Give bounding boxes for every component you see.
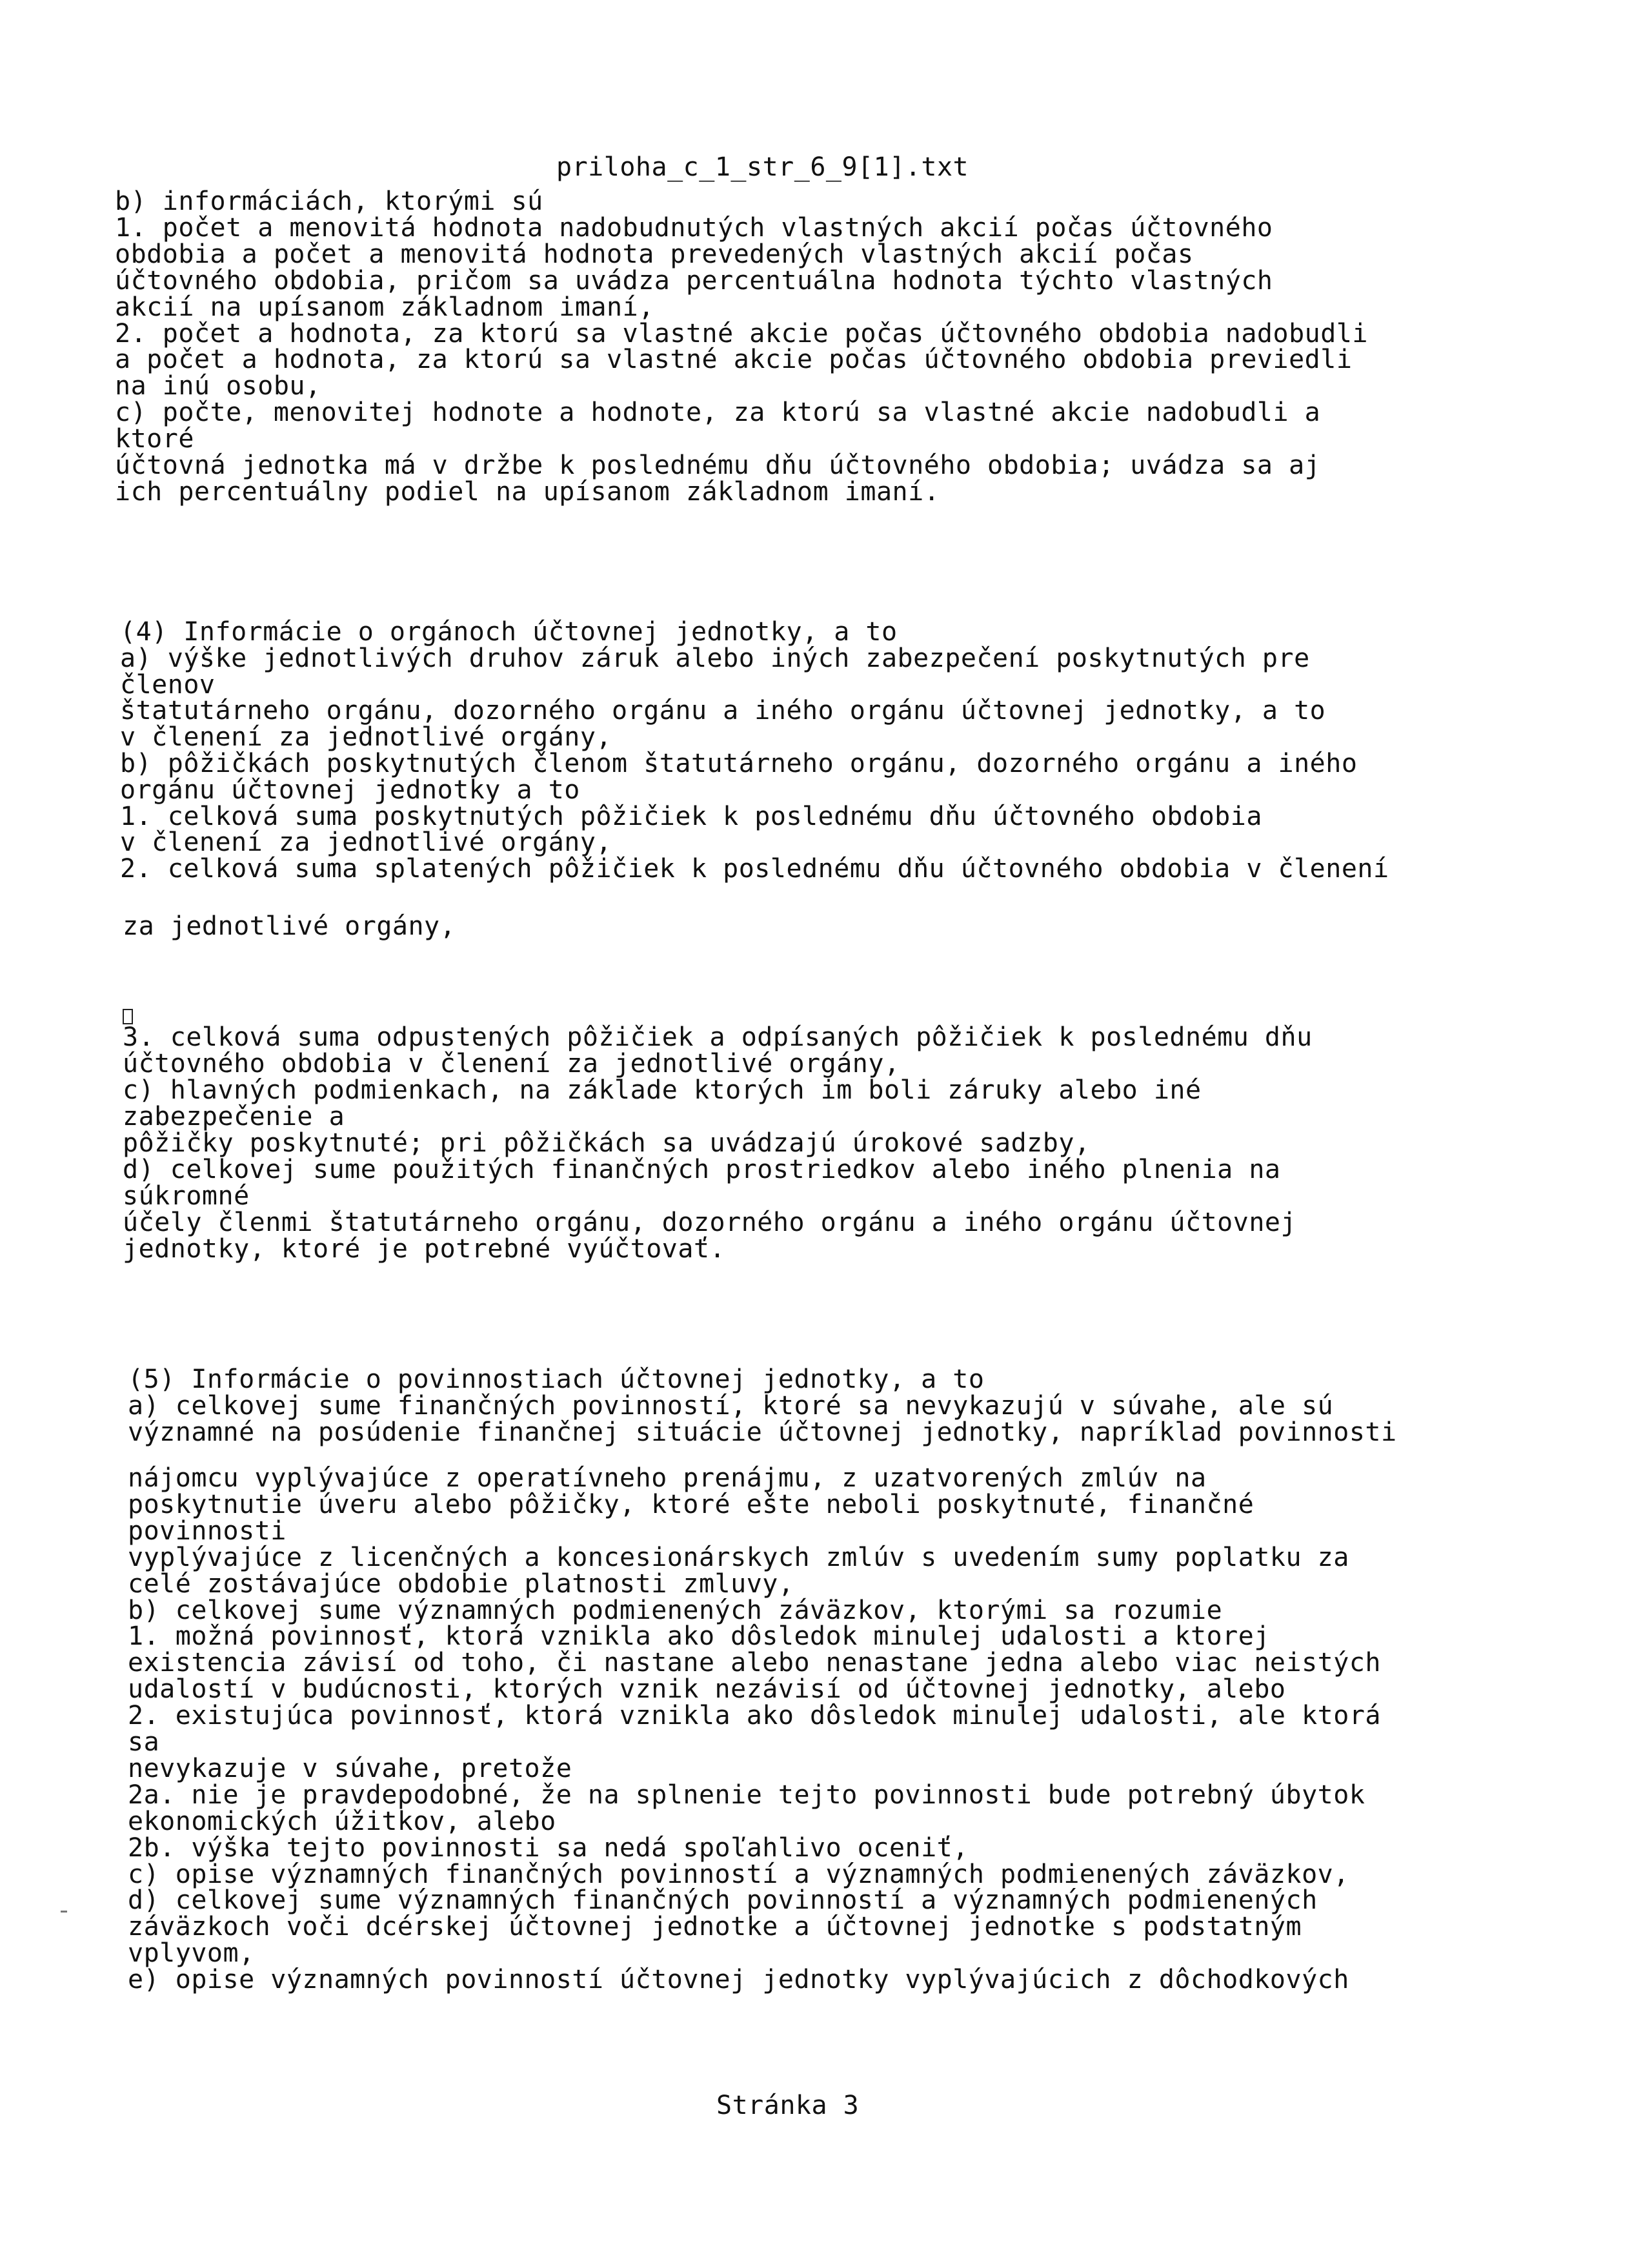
text-line: nevykazuje v súvahe, pretože <box>128 1754 572 1783</box>
scan-speck <box>61 1911 67 1913</box>
text-line: ich percentuálny podiel na upísanom základnom imaní. <box>115 477 940 507</box>
page-number-footer: Stránka 3 <box>716 2091 860 2120</box>
text-line: poskytnutie úveru alebo pôžičky, ktoré ešte neboli poskytnuté, finančné <box>128 1490 1254 1519</box>
text-line: účely členmi štatutárneho orgánu, dozorného orgánu a iného orgánu účtovnej <box>123 1208 1297 1237</box>
text-line: 2a. nie je pravdepodobné, že na splnenie tejto povinnosti bude potrebný úbytok <box>128 1780 1365 1810</box>
text-line: za jednotlivé orgány, <box>123 911 456 941</box>
document-filename-header: priloha_c_1_str_6_9[1].txt <box>556 152 969 182</box>
text-line: v členení za jednotlivé orgány, <box>120 722 612 752</box>
text-line: e) opise významných povinností účtovnej jednotky vyplývajúcich z dôchodkových <box>128 1965 1349 1994</box>
text-line: b) pôžičkách poskytnutých členom štatutárneho orgánu, dozorného orgánu a iného <box>120 749 1358 778</box>
text-line: 2. existujúca povinnosť, ktorá vznikla ako dôsledok minulej udalosti, ale ktorá <box>128 1701 1381 1730</box>
text-line: povinnosti <box>128 1516 287 1546</box>
text-line: udalostí v budúcnosti, ktorých vznik nezávisí od účtovnej jednotky, alebo <box>128 1674 1286 1704</box>
text-line: významné na posúdenie finančnej situácie účtovnej jednotky, napríklad povinnosti <box>128 1417 1397 1447</box>
text-line: súkromné <box>123 1181 250 1211</box>
text-line: c) počte, menovitej hodnote a hodnote, za ktorú sa vlastné akcie nadobudli a <box>115 398 1321 427</box>
text-line: celé zostávajúce obdobie platnosti zmluvy, <box>128 1569 794 1599</box>
text-line: 1. celková suma poskytnutých pôžičiek k poslednému dňu účtovného obdobia <box>120 802 1262 831</box>
text-line: obdobia a počet a menovitá hodnota prevedených vlastných akcií počas <box>115 239 1194 269</box>
text-line: účtovného obdobia v členení za jednotlivé orgány, <box>123 1049 900 1079</box>
text-line: a počet a hodnota, za ktorú sa vlastné akcie počas účtovného obdobia previedli <box>115 345 1353 374</box>
text-line: nájomcu vyplývajúce z operatívneho prenájmu, z uzatvorených zmlúv na <box>128 1463 1207 1493</box>
text-line: v členení za jednotlivé orgány, <box>120 827 612 857</box>
text-line: existencia závisí od toho, či nastane alebo nenastane jedna alebo viac neistých <box>128 1648 1381 1678</box>
text-line: akcií na upísanom základnom imaní, <box>115 292 654 322</box>
text-line: 2b. výška tejto povinnosti sa nedá spoľahlivo oceniť, <box>128 1833 969 1863</box>
text-line: c) hlavných podmienkach, na základe ktorých im boli záruky alebo iné <box>123 1075 1202 1105</box>
text-line: d) celkovej sume významných finančných povinností a významných podmienených <box>128 1885 1318 1915</box>
text-line: c) opise významných finančných povinností a významných podmienených záväzkov, <box>128 1860 1349 1889</box>
text-line: (5) Informácie o povinnostiach účtovnej jednotky, a to <box>128 1365 985 1394</box>
text-line: vyplývajúce z licenčných a koncesionárskych zmlúv s uvedením sumy poplatku za <box>128 1543 1349 1572</box>
text-line: orgánu účtovnej jednotky a to <box>120 775 580 805</box>
text-line: na inú osobu, <box>115 371 321 401</box>
text-line: 2. počet a hodnota, za ktorú sa vlastné akcie počas účtovného obdobia nadobudli <box>115 319 1368 349</box>
text-line: členov <box>120 670 216 700</box>
text-line: sa <box>128 1727 160 1757</box>
text-line: a) celkovej sume finančných povinností, ktoré sa nevykazujú v súvahe, ale sú <box>128 1391 1334 1421</box>
text-line: účtovná jednotka má v držbe k poslednému dňu účtovného obdobia; uvádza sa aj <box>115 451 1321 480</box>
text-line: 1. počet a menovitá hodnota nadobudnutých vlastných akcií počas účtovného <box>115 213 1273 243</box>
text-line: d) celkovej sume použitých finančných prostriedkov alebo iného plnenia na <box>123 1155 1281 1184</box>
text-line: b) informáciách, ktorými sú <box>115 187 543 216</box>
text-line: záväzkoch voči dcérskej účtovnej jednotke a účtovnej jednotke s podstatným <box>128 1912 1302 1942</box>
text-line: 3. celková suma odpustených pôžičiek a odpísaných pôžičiek k poslednému dňu <box>123 1022 1313 1052</box>
text-line: jednotky, ktoré je potrebné vyúčtovať. <box>123 1234 726 1264</box>
text-line: ktoré <box>115 424 194 454</box>
text-line: 1. možná povinnosť, ktorá vznikla ako dôsledok minulej udalosti a ktorej <box>128 1621 1270 1651</box>
text-line: b) celkovej sume významných podmienených záväzkov, ktorými sa rozumie <box>128 1596 1223 1625</box>
text-line: účtovného obdobia, pričom sa uvádza percentuálna hodnota týchto vlastných <box>115 266 1273 296</box>
text-line: a) výške jednotlivých druhov záruk alebo iných zabezpečení poskytnutých pre <box>120 644 1310 673</box>
text-line: vplyvom, <box>128 1938 255 1968</box>
text-line: (4) Informácie o orgánoch účtovnej jednotky, a to <box>120 617 898 647</box>
text-line: zabezpečenie a <box>123 1102 345 1132</box>
text-line: pôžičky poskytnuté; pri pôžičkách sa uvádzajú úrokové sadzby, <box>123 1128 1091 1158</box>
text-line: 2. celková suma splatených pôžičiek k poslednému dňu účtovného obdobia v členení <box>120 854 1389 884</box>
text-line: ekonomických úžitkov, alebo <box>128 1807 556 1836</box>
text-line: štatutárneho orgánu, dozorného orgánu a iného orgánu účtovnej jednotky, a to <box>120 696 1326 726</box>
